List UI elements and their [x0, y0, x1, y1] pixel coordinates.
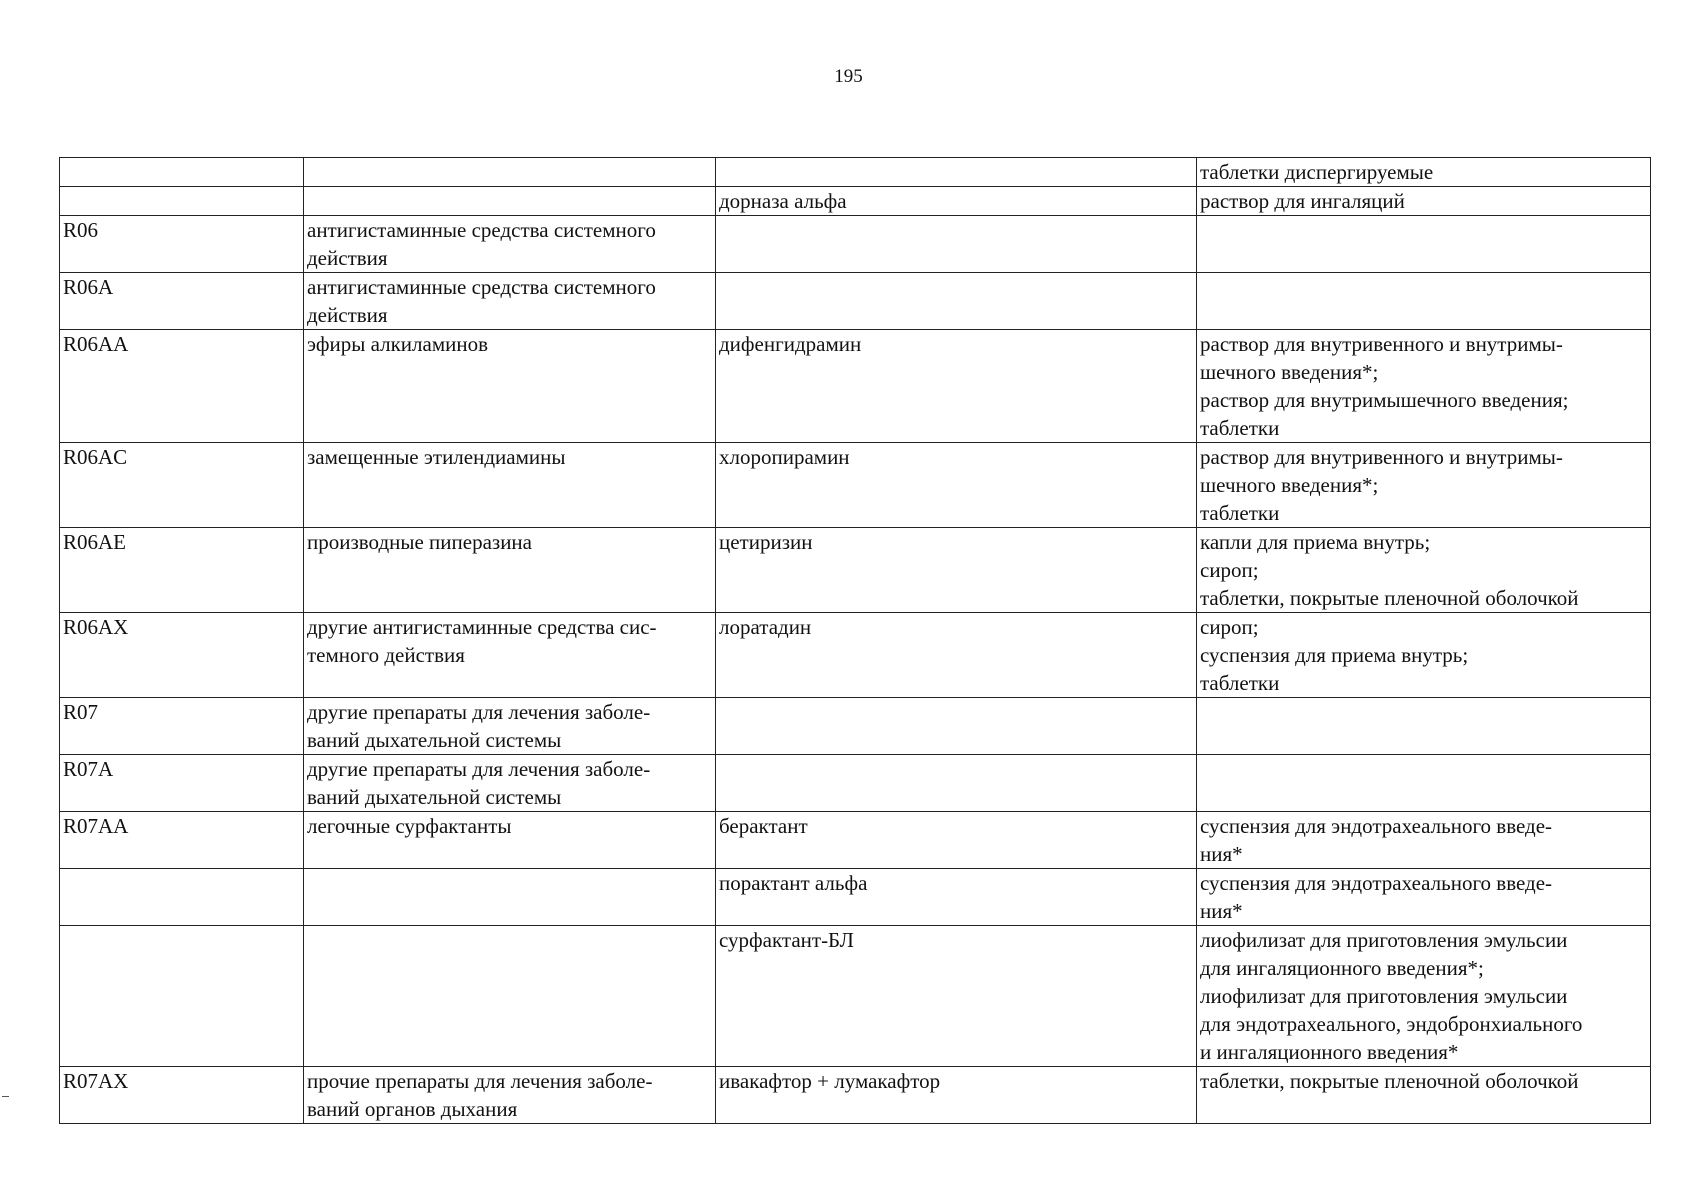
group-line: прочие препараты для лечения заболе- — [307, 1069, 653, 1093]
dosage-form-cell — [1197, 869, 1651, 926]
atc-code: R06AC — [63, 445, 128, 469]
dosage-form-cell — [1197, 158, 1651, 187]
group-line: легочные сурфактанты — [307, 814, 512, 838]
dosage-form-cell — [1197, 1067, 1651, 1124]
atc-code-cell — [60, 869, 304, 926]
drug-name-cell — [716, 330, 1197, 443]
group-line: замещенные этилендиамины — [307, 445, 566, 469]
atc-code-cell — [60, 926, 304, 1067]
atc-code-cell — [60, 273, 304, 330]
drug-name-cell — [716, 273, 1197, 330]
empty-line — [63, 926, 300, 954]
empty-line — [307, 158, 712, 186]
atc-code: R07 — [63, 700, 99, 724]
forms-line: таблетки, покрытые пленочной оболочкой — [1200, 586, 1579, 610]
drug-name-cell — [716, 613, 1197, 698]
dosage-form-cell — [1197, 926, 1651, 1067]
dosage-form-cell — [1197, 443, 1651, 528]
pharmacological-group-cell — [304, 698, 716, 755]
group-line: другие препараты для лечения заболе- — [307, 757, 651, 781]
forms-line: таблетки диспергируемые — [1200, 160, 1434, 184]
table-row — [60, 1067, 1651, 1124]
pharmacological-group-cell — [304, 1067, 716, 1124]
forms-line: раствор для внутривенного и внутримы- — [1200, 332, 1563, 356]
forms-line: раствор для ингаляций — [1200, 189, 1405, 213]
group-line: ваний дыхательной системы — [307, 785, 562, 809]
forms-line: капли для приема внутрь; — [1200, 530, 1431, 554]
empty-line — [1200, 698, 1647, 726]
atc-code: R06AX — [63, 615, 129, 639]
margin-mark — [2, 1096, 9, 1097]
pharmacological-group-cell — [304, 528, 716, 613]
pharmacological-group-cell — [304, 158, 716, 187]
forms-line: шечного введения*; — [1200, 360, 1379, 384]
substance-line: ивакафтор + лумакафтор — [719, 1069, 941, 1093]
drug-name-cell — [716, 812, 1197, 869]
pharmacological-group-cell — [304, 187, 716, 216]
empty-line — [719, 158, 1193, 186]
forms-line: раствор для внутривенного и внутримы- — [1200, 445, 1563, 469]
forms-line: суспензия для приема внутрь; — [1200, 643, 1469, 667]
group-line: действия — [307, 246, 388, 270]
group-line: эфиры алкиламинов — [307, 332, 489, 356]
drug-name-cell — [716, 755, 1197, 812]
forms-line: лиофилизат для приготовления эмульсии — [1200, 984, 1568, 1008]
empty-line — [1200, 755, 1647, 783]
empty-line — [307, 926, 712, 954]
dosage-form-cell — [1197, 187, 1651, 216]
table-row — [60, 216, 1651, 273]
group-line: антигистаминные средства системного — [307, 218, 656, 242]
group-line: ваний дыхательной системы — [307, 728, 562, 752]
table-row — [60, 273, 1651, 330]
dosage-form-cell — [1197, 216, 1651, 273]
dosage-form-cell — [1197, 330, 1651, 443]
page-number: 195 — [834, 66, 863, 87]
atc-code-cell — [60, 1067, 304, 1124]
table-row — [60, 698, 1651, 755]
table-row — [60, 755, 1651, 812]
substance-line: цетиризин — [719, 530, 813, 554]
dosage-form-cell — [1197, 698, 1651, 755]
group-line: производные пиперазина — [307, 530, 532, 554]
table-row — [60, 158, 1651, 187]
table-row — [60, 613, 1651, 698]
table-row — [60, 926, 1651, 1067]
dosage-form-cell — [1197, 613, 1651, 698]
drug-name-cell — [716, 443, 1197, 528]
drug-name-cell — [716, 869, 1197, 926]
group-line: действия — [307, 303, 388, 327]
pharmacological-group-cell — [304, 869, 716, 926]
empty-line — [719, 273, 1193, 301]
forms-line: раствор для внутримышечного введения; — [1200, 388, 1569, 412]
forms-line: суспензия для эндотрахеального введе- — [1200, 814, 1553, 838]
pharmacological-group-cell — [304, 926, 716, 1067]
forms-line: суспензия для эндотрахеального введе- — [1200, 871, 1553, 895]
atc-code-cell — [60, 755, 304, 812]
table-row — [60, 330, 1651, 443]
medication-table — [59, 157, 1651, 1124]
pharmacological-group-cell — [304, 216, 716, 273]
pharmacological-group-cell — [304, 330, 716, 443]
group-line: антигистаминные средства системного — [307, 275, 656, 299]
atc-code-cell — [60, 613, 304, 698]
table-row — [60, 443, 1651, 528]
empty-line — [307, 869, 712, 897]
forms-line: таблетки, покрытые пленочной оболочкой — [1200, 1069, 1579, 1093]
forms-line: таблетки — [1200, 416, 1280, 440]
group-line: ваний органов дыхания — [307, 1097, 518, 1121]
atc-code-cell — [60, 216, 304, 273]
atc-code-cell — [60, 528, 304, 613]
drug-name-cell — [716, 528, 1197, 613]
empty-line — [719, 755, 1193, 783]
table-row — [60, 528, 1651, 613]
group-line: другие препараты для лечения заболе- — [307, 700, 651, 724]
forms-line: ния* — [1200, 842, 1243, 866]
atc-code-cell — [60, 812, 304, 869]
pharmacological-group-cell — [304, 755, 716, 812]
dosage-form-cell — [1197, 528, 1651, 613]
drug-name-cell — [716, 216, 1197, 273]
atc-code-cell — [60, 698, 304, 755]
drug-name-cell — [716, 1067, 1197, 1124]
table-body — [60, 158, 1651, 1124]
empty-line — [63, 158, 300, 186]
table-row — [60, 812, 1651, 869]
table-row — [60, 869, 1651, 926]
atc-code: R06 — [63, 218, 99, 242]
atc-code-cell — [60, 443, 304, 528]
atc-code: R06A — [63, 275, 114, 299]
empty-line — [719, 216, 1193, 244]
substance-line: лоратадин — [719, 615, 812, 639]
atc-code-cell — [60, 158, 304, 187]
atc-code-cell — [60, 330, 304, 443]
empty-line — [719, 698, 1193, 726]
substance-line: дифенгидрамин — [719, 332, 862, 356]
empty-line — [1200, 273, 1647, 301]
empty-line — [307, 187, 712, 215]
pharmacological-group-cell — [304, 443, 716, 528]
atc-code: R07AA — [63, 814, 129, 838]
dosage-form-cell — [1197, 812, 1651, 869]
forms-line: и ингаляционного введения* — [1200, 1040, 1459, 1064]
forms-line: лиофилизат для приготовления эмульсии — [1200, 928, 1568, 952]
forms-line: сироп; — [1200, 615, 1259, 639]
drug-name-cell — [716, 698, 1197, 755]
atc-code: R06AE — [63, 530, 126, 554]
pharmacological-group-cell — [304, 613, 716, 698]
pharmacological-group-cell — [304, 273, 716, 330]
forms-line: ния* — [1200, 899, 1243, 923]
dosage-form-cell — [1197, 755, 1651, 812]
empty-line — [63, 187, 300, 215]
forms-line: для эндотрахеального, эндобронхиального — [1200, 1012, 1583, 1036]
substance-line: сурфактант-БЛ — [719, 928, 854, 952]
empty-line — [63, 869, 300, 897]
drug-name-cell — [716, 187, 1197, 216]
group-line: другие антигистаминные средства сис- — [307, 615, 657, 639]
substance-line: дорназа альфа — [719, 189, 847, 213]
group-line: темного действия — [307, 643, 465, 667]
forms-line: таблетки — [1200, 501, 1280, 525]
atc-code-cell — [60, 187, 304, 216]
drug-name-cell — [716, 926, 1197, 1067]
table-row — [60, 187, 1651, 216]
forms-line: шечного введения*; — [1200, 473, 1379, 497]
empty-line — [1200, 216, 1647, 244]
forms-line: сироп; — [1200, 558, 1259, 582]
atc-code: R07AX — [63, 1069, 129, 1093]
substance-line: берактант — [719, 814, 808, 838]
substance-line: порактант альфа — [719, 871, 868, 895]
dosage-form-cell — [1197, 273, 1651, 330]
drug-name-cell — [716, 158, 1197, 187]
atc-code: R07A — [63, 757, 114, 781]
pharmacological-group-cell — [304, 812, 716, 869]
forms-line: для ингаляционного введения*; — [1200, 956, 1484, 980]
substance-line: хлоропирамин — [719, 445, 850, 469]
atc-code: R06AA — [63, 332, 129, 356]
forms-line: таблетки — [1200, 671, 1280, 695]
